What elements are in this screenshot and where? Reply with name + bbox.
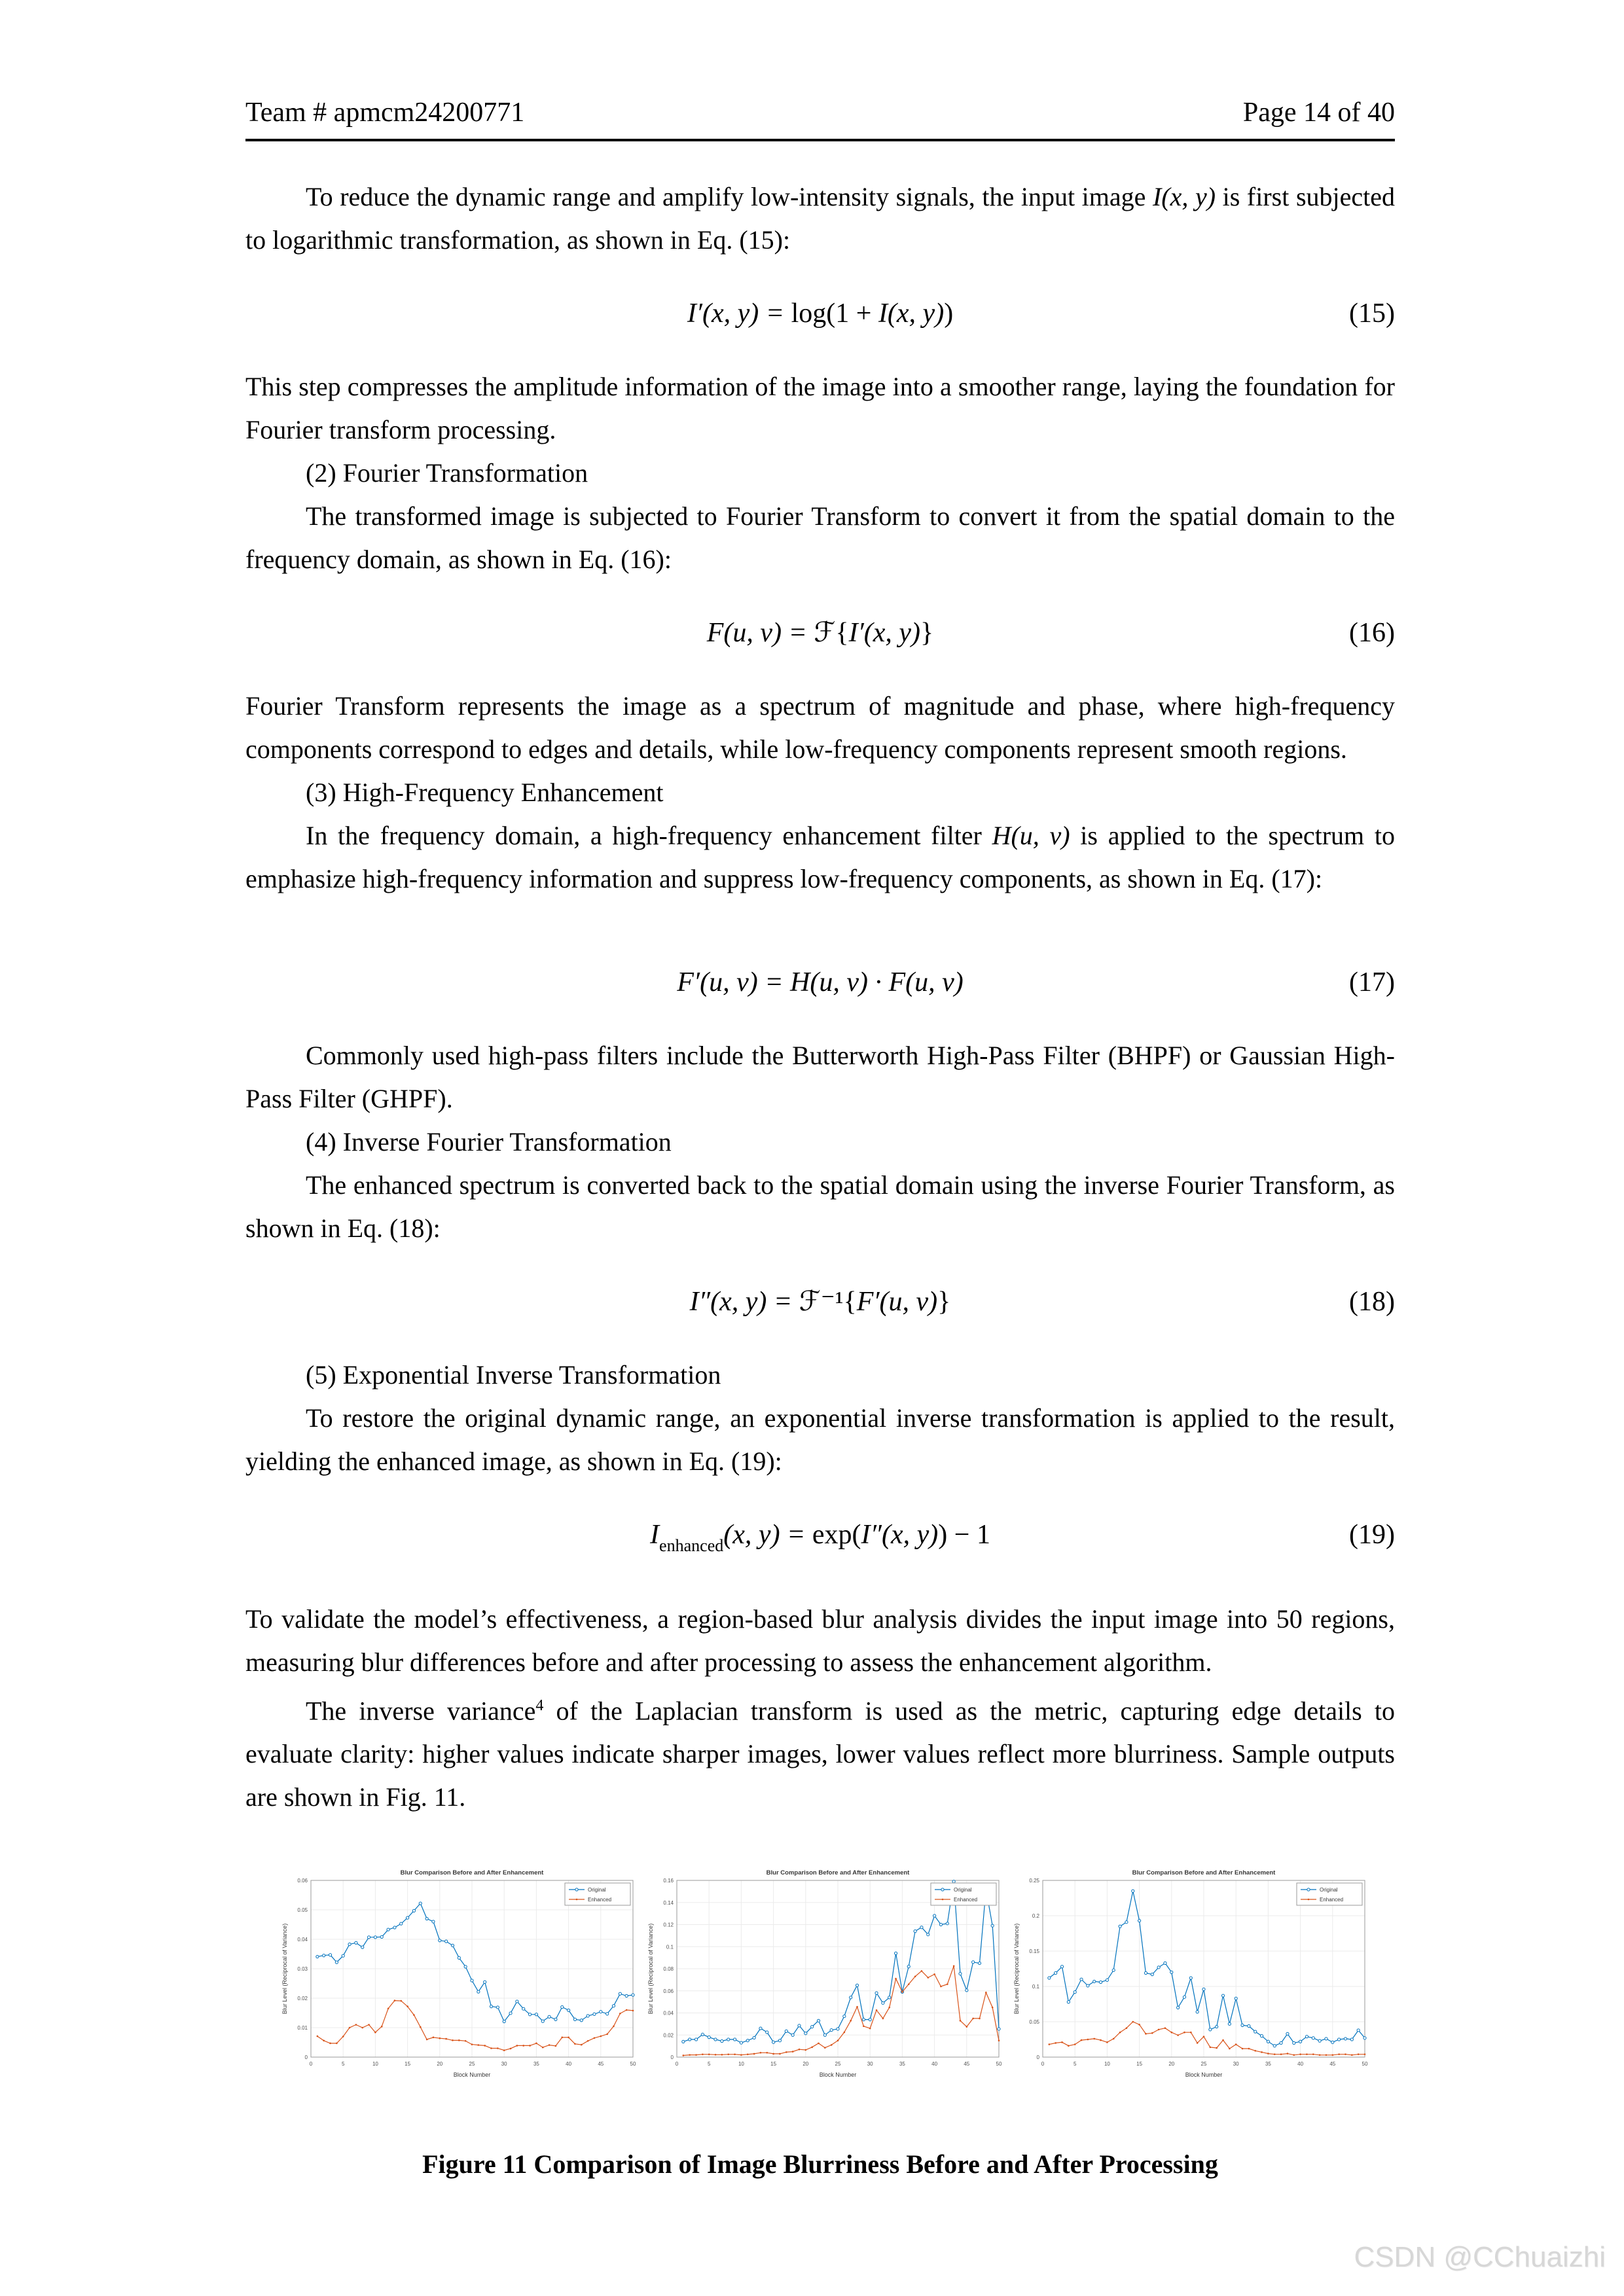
page-number: Page 14 of 40 (1242, 98, 1395, 128)
svg-text:35: 35 (1265, 2061, 1271, 2068)
svg-text:20: 20 (1168, 2061, 1175, 2068)
svg-text:0.04: 0.04 (297, 1937, 308, 1943)
equation-15 (245, 292, 1395, 335)
svg-text:Blur Comparison Before and Aft: Blur Comparison Before and After Enhancement (400, 1869, 544, 1877)
equation-19-number: (19) (1349, 1520, 1395, 1550)
blur-chart-2 (645, 1866, 1010, 2092)
svg-text:0.05: 0.05 (297, 1907, 308, 1914)
paragraph-compress: This step compresses the amplitude information of the image into a smoother range, laying the foundation for Fourier transform processing. (245, 372, 1395, 444)
svg-text:10: 10 (1104, 2061, 1110, 2068)
svg-text:Blur Level (Reciprocal of Vari: Blur Level (Reciprocal of Variance) (647, 1924, 654, 2015)
equation-19 (245, 1513, 1395, 1568)
equation-15-number: (15) (1349, 298, 1395, 329)
svg-text:20: 20 (803, 2061, 809, 2068)
svg-text:50: 50 (996, 2061, 1002, 2068)
svg-text:45: 45 (964, 2061, 970, 2068)
svg-text:5: 5 (1073, 2061, 1077, 2068)
svg-text:0: 0 (309, 2061, 313, 2068)
paragraph-hf-filter: In the frequency domain, a high-frequency enhancement filter H(u, v) is applied to the spectrum to emphasize high-frequency information and suppress low-frequency components, as shown in Eq. (17): (245, 821, 1395, 893)
svg-text:Enhanced: Enhanced (1320, 1897, 1344, 1903)
svg-text:40: 40 (1297, 2061, 1304, 2068)
paragraph-log-transform: To reduce the dynamic range and amplify low-intensity signals, the input image I(x, y) is first subjected to logarithmic transformation, as shown in Eq. (15): (245, 182, 1395, 255)
svg-text:0.08: 0.08 (663, 1966, 674, 1973)
svg-text:0: 0 (1036, 2054, 1039, 2061)
svg-text:0.02: 0.02 (297, 1996, 308, 2002)
equation-18-number: (18) (1349, 1287, 1395, 1317)
svg-text:5: 5 (341, 2061, 345, 2068)
svg-text:5: 5 (707, 2061, 711, 2068)
svg-text:30: 30 (1233, 2061, 1239, 2068)
svg-text:Block Number: Block Number (1185, 2072, 1223, 2079)
svg-text:0: 0 (670, 2054, 674, 2061)
svg-text:0.12: 0.12 (663, 1922, 674, 1928)
line-chart (1011, 1866, 1376, 2092)
paragraph-spectrum: Fourier Transform represents the image as a spectrum of magnitude and phase, where high-frequency components correspond to edges and details, while low-frequency components represent smooth regions. (245, 691, 1395, 764)
paragraph-metric: The inverse variance$^4$ of the Laplacian transform is used as the metric, capturing edge details to evaluate clarity: higher values indicate sharper images, lower values reflect more blurriness. Sample outputs are shown in Fig. 11. (245, 1696, 1395, 1812)
svg-text:Original: Original (1320, 1887, 1338, 1893)
equation-16-body: F(u, v) = ℱ{I′(x, y)} (706, 618, 934, 648)
svg-text:45: 45 (598, 2061, 604, 2068)
svg-text:0: 0 (304, 2054, 308, 2061)
equation-17-number: (17) (1349, 967, 1395, 997)
svg-text:15: 15 (405, 2061, 411, 2068)
paragraph-inverse-fourier: The enhanced spectrum is converted back to the spatial domain using the inverse Fourier Transform, as shown in Eq. (18): (245, 1170, 1395, 1243)
paragraph-validate: To validate the model’s effectiveness, a region-based blur analysis divides the input image into 50 regions, measuring blur differences before and after processing to assess the enhancement algorithm. (245, 1604, 1395, 1677)
svg-text:0.1: 0.1 (666, 1944, 674, 1950)
team-id: Team # apmcm24200771 (245, 98, 525, 128)
heading-fourier-transformation: (2) Fourier Transformation (306, 458, 588, 488)
heading-hf-enhancement: (3) High-Frequency Enhancement (306, 778, 664, 807)
header-rule (245, 139, 1395, 141)
paragraph-highpass: Commonly used high-pass filters include the Butterworth High-Pass Filter (BHPF) or Gaussian High-Pass Filter (GHPF). (245, 1041, 1395, 1113)
svg-text:35: 35 (899, 2061, 905, 2068)
equation-19-body: $I_{enhanced}(x$, y) = exp(I″(x, y)) − 1 (650, 1520, 990, 1555)
svg-text:0.16: 0.16 (663, 1878, 674, 1884)
svg-text:Block Number: Block Number (819, 2072, 857, 2079)
svg-text:0.03: 0.03 (297, 1966, 308, 1973)
equation-16-number: (16) (1349, 618, 1395, 648)
svg-text:15: 15 (770, 2061, 777, 2068)
heading-exp-inverse: (5) Exponential Inverse Transformation (306, 1360, 721, 1390)
svg-text:Block Number: Block Number (453, 2072, 491, 2079)
svg-text:50: 50 (630, 2061, 636, 2068)
svg-text:25: 25 (1200, 2061, 1207, 2068)
svg-text:0.2: 0.2 (1032, 1913, 1039, 1920)
svg-text:40: 40 (566, 2061, 572, 2068)
heading-inverse-fourier: (4) Inverse Fourier Transformation (306, 1127, 672, 1157)
svg-text:0.06: 0.06 (663, 1988, 674, 1994)
svg-text:30: 30 (501, 2061, 507, 2068)
equation-18 (245, 1280, 1395, 1323)
svg-text:15: 15 (1136, 2061, 1143, 2068)
blur-chart-1 (280, 1866, 644, 2092)
svg-text:35: 35 (533, 2061, 539, 2068)
figure-11-charts (280, 1866, 1395, 2092)
line-chart (280, 1866, 644, 2092)
paragraph-exp-inverse: To restore the original dynamic range, an exponential inverse transformation is applied to the result, yielding the enhanced image, as shown in Eq. (19): (245, 1403, 1395, 1476)
svg-text:40: 40 (931, 2061, 938, 2068)
svg-text:0.01: 0.01 (297, 2025, 308, 2032)
figure-11-caption: Figure 11 Comparison of Image Blurriness Before and After Processing (422, 2149, 1218, 2179)
figure-11 (280, 1866, 1395, 2092)
page-body (245, 175, 1395, 2186)
paragraph-fourier: The transformed image is subjected to Fourier Transform to convert it from the spatial domain to the frequency domain, as shown in Eq. (16): (245, 501, 1395, 574)
svg-text:Enhanced: Enhanced (588, 1897, 612, 1903)
svg-text:0.05: 0.05 (1029, 2019, 1039, 2026)
line-chart (645, 1866, 1010, 2092)
svg-text:Enhanced: Enhanced (954, 1897, 978, 1903)
equation-15-body: I′(x, y) = log(1 + I(x, y)) (687, 298, 954, 329)
svg-text:Blur Level (Reciprocal of Vari: Blur Level (Reciprocal of Variance) (281, 1924, 288, 2015)
svg-text:Blur Level (Reciprocal of Vari: Blur Level (Reciprocal of Variance) (1013, 1924, 1020, 2015)
svg-text:0.1: 0.1 (1032, 1984, 1039, 1990)
svg-text:0.25: 0.25 (1029, 1878, 1039, 1884)
svg-text:Blur Comparison Before and Aft: Blur Comparison Before and After Enhancement (766, 1869, 910, 1877)
svg-text:0.14: 0.14 (663, 1899, 674, 1906)
svg-text:0.04: 0.04 (663, 2010, 674, 2017)
svg-text:0: 0 (675, 2061, 679, 2068)
svg-text:30: 30 (867, 2061, 873, 2068)
svg-text:25: 25 (469, 2061, 475, 2068)
equation-17-body: F′(u, v) = H(u, v) · F(u, v) (677, 967, 964, 997)
page-header (245, 97, 1395, 128)
svg-text:50: 50 (1362, 2061, 1368, 2068)
equation-18-body: I″(x, y) = ℱ⁻¹{F′(u, v)} (689, 1287, 951, 1317)
equation-16 (245, 611, 1395, 655)
svg-text:Original: Original (588, 1887, 606, 1893)
svg-text:10: 10 (738, 2061, 744, 2068)
svg-text:0.15: 0.15 (1029, 1948, 1039, 1955)
svg-text:10: 10 (372, 2061, 378, 2068)
watermark: CSDN @CChuaizhi (1354, 2241, 1606, 2273)
equation-17 (245, 961, 1395, 1004)
svg-text:45: 45 (1329, 2061, 1336, 2068)
svg-text:0.02: 0.02 (663, 2032, 674, 2039)
svg-text:20: 20 (437, 2061, 443, 2068)
blur-chart-3 (1011, 1866, 1376, 2092)
svg-text:0.06: 0.06 (297, 1878, 308, 1884)
svg-text:0: 0 (1041, 2061, 1045, 2068)
svg-text:Original: Original (954, 1887, 972, 1893)
svg-text:Blur Comparison Before and Aft: Blur Comparison Before and After Enhancement (1132, 1869, 1276, 1877)
svg-text:25: 25 (835, 2061, 841, 2068)
